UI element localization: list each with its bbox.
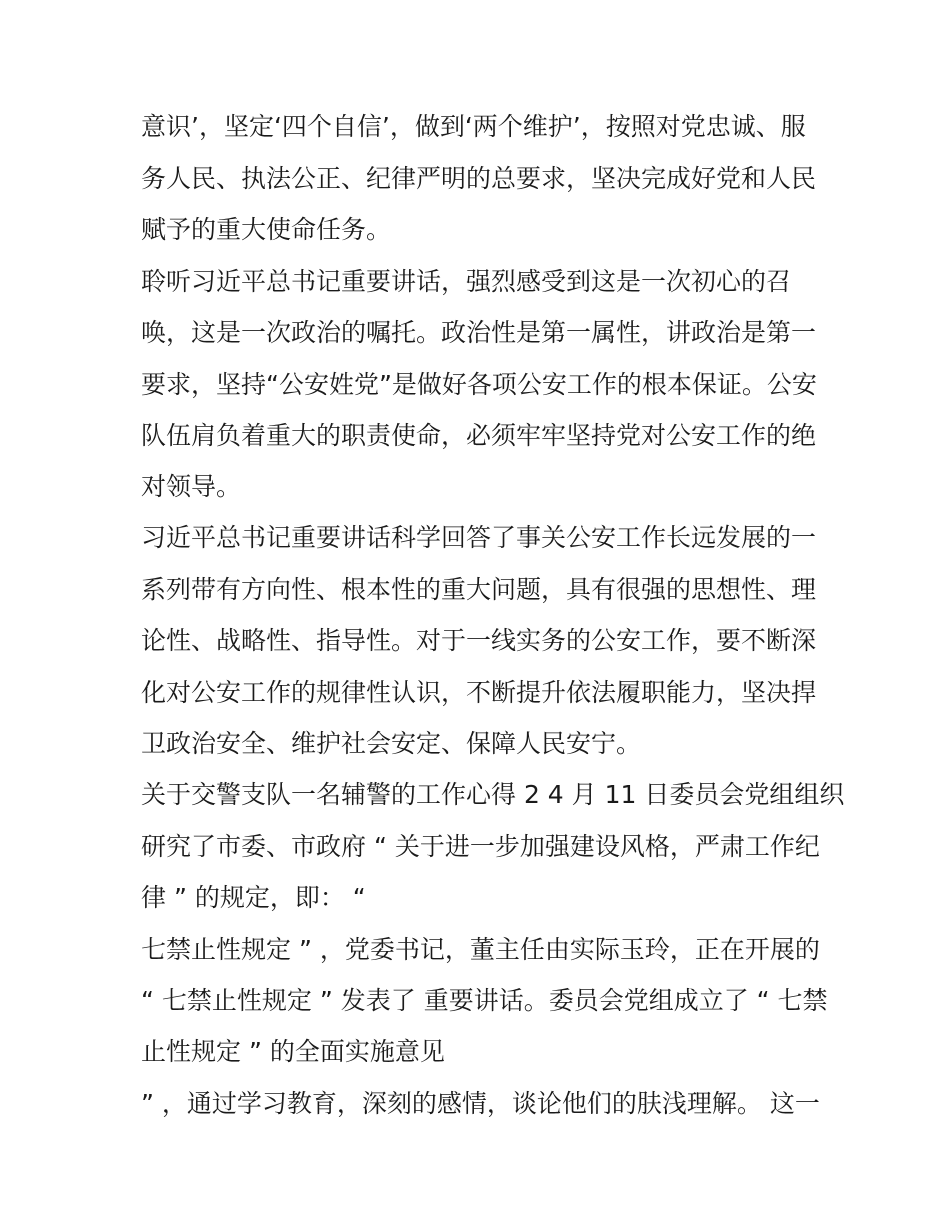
text-line: 论性、战略性、指导性。对于一线实务的公安工作，要不断深 — [141, 626, 817, 655]
text-line: 务人民、执法公正、纪律严明的总要求，坚决完成好党和人民 — [141, 164, 817, 193]
text-line: “ 七禁止性规定 ” 发表了 重要讲话。委员会党组成立了 “ 七禁 — [141, 986, 828, 1015]
text-line: 化对公安工作的规律性认识，不断提升依法履职能力，坚决捍 — [141, 678, 817, 707]
text-line: 习近平总书记重要讲话科学回答了事关公安工作长远发展的一 — [141, 523, 817, 552]
text-line: 研究了市委、市政府 “ 关于进一步加强建设风格，严肃工作纪 — [141, 832, 820, 861]
text-line: 唤，这是一次政治的嘱托。政治性是第一属性，讲政治是第一 — [141, 318, 817, 347]
text-line: 队伍肩负着重大的职责使命，必须牢牢坚持党对公安工作的绝 — [141, 421, 817, 450]
text-line: 对领导。 — [141, 472, 242, 501]
text-line: 卫政治安全、维护社会安定、保障人民安宁。 — [141, 729, 642, 758]
text-line: 要求，坚持“公安姓党”是做好各项公安工作的根本保证。公安 — [141, 370, 817, 399]
text-line: 关于交警支队一名辅警的工作心得 2 4 月 11 日委员会党组组织 — [141, 780, 845, 809]
text-line: 七禁止性规定 ” ，党委书记，董主任由实际玉玲，正在开展的 — [141, 935, 820, 964]
text-line: ” ，通过学习教育，深刻的感情，谈论他们的肤浅理解。 这一 — [141, 1089, 820, 1118]
text-line: 止性规定 ” 的全面实施意见 — [141, 1037, 445, 1066]
text-line: 律 ” 的规定，即： “ — [141, 883, 366, 912]
text-line: 意识’，坚定‘四个自信’，做到‘两个维护’，按照对党忠诚、服 — [141, 112, 806, 141]
text-line: 系列带有方向性、根本性的重大问题，具有很强的思想性、理 — [141, 575, 817, 604]
text-line: 聆听习近平总书记重要讲话，强烈感受到这是一次初心的召 — [141, 267, 792, 296]
text-line: 赋予的重大使命任务。 — [141, 215, 392, 244]
